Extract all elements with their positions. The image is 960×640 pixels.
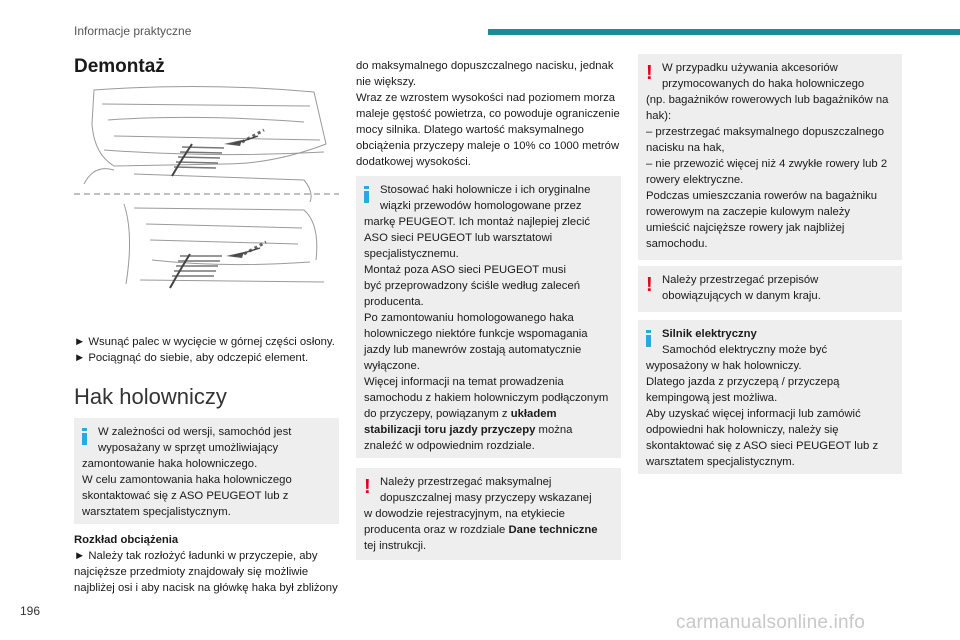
warning-note-masa: ! Należy przestrzegać maksymalnej dopuszczalnej masy przyczepy wskazanej w dowodzie rejestracyjnym, na etykiecie producenta oraz w rozdziale Dane techniczne tej instrukcji. <box>356 468 621 560</box>
grille-removal-illustration <box>74 84 339 298</box>
header-accent-bar <box>488 29 960 35</box>
warning-icon: ! <box>646 274 653 296</box>
warning-icon: ! <box>646 62 653 84</box>
section-title-hak: Hak holowniczy <box>74 384 227 409</box>
demontaz-step-1: ► Wsunąć palec w wycięcie w górnej części osłony. <box>74 336 335 348</box>
rozklad-title: Rozkład obciążenia <box>74 534 179 546</box>
info-icon <box>646 330 651 344</box>
warning-note-przepisy: ! Należy przestrzegać przepisów obowiązujących w danym kraju. <box>638 266 902 312</box>
section-title-demontaz: Demontaż <box>74 56 165 77</box>
demontaz-steps <box>74 334 339 366</box>
info-icon <box>364 186 369 200</box>
rozklad-obciazenia: Rozkład obciążenia ► Należy tak rozłożyć ładunki w przyczepie, aby najcięższe przedmioty znajdowały się możliwie najbliżej osi i aby nacisk na główkę haka był zbliżony <box>74 534 338 594</box>
info-note-haki: Stosować haki holownicze i ich oryginalne wiązki przewodów homologowane przez markę PEUGEOT. Ich montaż najlepiej zlecić ASO sieci PEUGEOT lub warsztatowi specjalistycznemu. Montaż poza ASO sieci PEUGEOT musi być przeprowadzony ściśle według zaleceń producenta. Po zamontowaniu homologowanego haka holowniczego niektóre funkcje wspomagania jazdy lub manewrów zostają automatycznie wyłączone. Więcej informacji na temat prowadzenia samochodu z hakiem holowniczym podłączonym do przyczepy, powiązanym z układem stabilizacji toru jazdy przyczepy można znaleźć w odpowiednim rozdziale. <box>356 176 621 458</box>
info-note-hak: W zależności od wersji, samochód jest wyposażany w sprzęt umożliwiający zamontowanie haka holowniczego. W celu zamontowania haka holowniczego skontaktować się z ASO PEUGEOT lub z warsztatem specjalistycznym. <box>74 418 339 524</box>
silnik-elektryczny-title: Silnik elektryczny <box>662 328 757 340</box>
col2-paragraph: do maksymalnego dopuszczalnego nacisku, jednak nie większy. Wraz ze wzrostem wysokości nad poziomem morza maleje gęstość powietrza, co powoduje ograniczenie mocy silnika. Dlatego wartość maksymalnego obciążenia przyczepy maleje o 10% co 1000 metrów dodatkowej wysokości. <box>356 60 620 168</box>
info-icon <box>82 428 87 442</box>
demontaz-step-2: ► Pociągnąć do siebie, aby odczepić element. <box>74 352 309 364</box>
warning-note-akcesoria: ! W przypadku używania akcesoriów przymocowanych do haka holowniczego (np. bagażników rowerowych lub bagażników na hak): – przestrzegać maksymalnego dopuszczalnego nacisku na hak, – nie przewozić więcej niż 4 zwykłe rowery lub 2 rowery elektryczne. Podczas umieszczania rowerów na bagażniku rowerowym na zaczepie kulowym należy umieścić najcięższe rowery jak najbliżej samochodu. <box>638 54 902 260</box>
watermark: carmanualsonline.info <box>676 612 866 633</box>
running-header: Informacje praktyczne <box>74 24 192 38</box>
page-number: 196 <box>20 604 41 618</box>
info-note-silnik-elektryczny: Silnik elektryczny Samochód elektryczny może być wyposażony w hak holowniczy. Dlatego jazda z przyczepą / przyczepą kempingową jest możliwa. Aby uzyskać więcej informacji lub zamówić odpowiedni hak holowniczy, należy się skontaktować się z ASO sieci PEUGEOT lub z warsztatem specjalistycznym. <box>638 320 902 474</box>
warning-icon: ! <box>364 476 371 498</box>
